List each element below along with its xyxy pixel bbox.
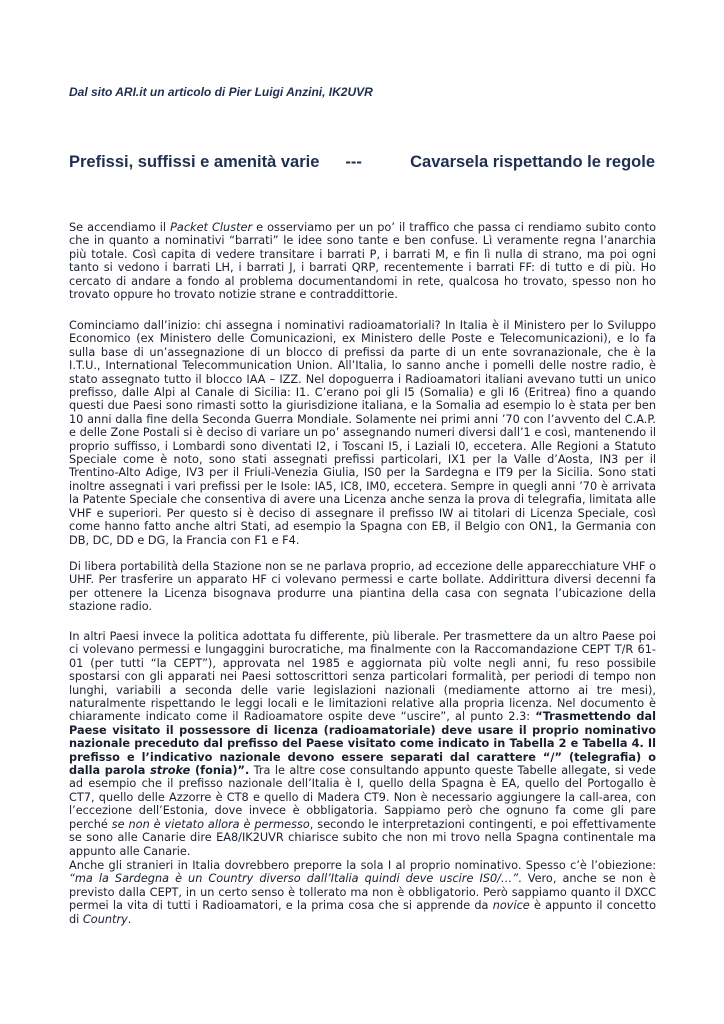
italic-term: Country <box>82 912 128 926</box>
italic-term: novice <box>492 899 530 913</box>
paragraph-4 <box>69 630 656 858</box>
text-run: . <box>127 912 132 926</box>
paragraph-3: Di libera portabilità della Stazione non se ne parlava proprio, ad eccezione delle apparecchiature VHF o UHF. Per trasferire un apparato HF ci volevano permessi e carte bollate. Addirittura diversi decenni fa per ottenere la Licenza bisognava produrre una piantina della casa con segnata l’ubicazione della stazione radio. <box>69 560 656 614</box>
text-run: è appunto il concetto di <box>69 899 656 926</box>
title-separator: --- <box>345 153 362 171</box>
title-right: Cavarsela rispettando le regole <box>410 153 655 171</box>
text-run: . Vero, anche se non è previsto dalla CEPT, in un certo senso è tollerato ma non è obbligatorio. Però sappiamo quanto il DXCC permei la vita di tutti i Radioamatori, e la prima cosa che si apprende da <box>69 872 656 913</box>
title-left: Prefissi, suffissi e amenità varie <box>69 153 320 171</box>
bold-quote-end: (fonia)”. <box>190 764 250 778</box>
italic-quote: “ma la Sardegna è un Country diverso dall’Italia quindi deve uscire IS0/…” <box>69 872 519 886</box>
text-run: In altri Paesi invece la politica adottata fu differente, più liberale. Per trasmettere da un altro Paese poi ci volevano permessi e lungaggini burocratiche, ma finalmente con la Raccomandazione CEPT T/R 61-01 (per tutti “la CEPT”), approvata nel 1985 e aggiornata più volte negli anni, fu reso possibile spostarsi con gli apparati nei Paesi sottoscrittori senza particolari formalità, per periodi di tempo non lunghi, variabili a seconda delle varie legislazioni nazionali (mediamente attorno ai tre mesi), naturalmente rispettando le leggi locali e le limitazioni relative alla propria licenza. Nel documento è chiaramente indicato come il Radioamatore ospite deve “uscire”, al punto 2.3: <box>69 630 656 724</box>
text-run: , secondo le interpretazioni contingenti, e poi effettivamente se sono alle Canarie dire EA8/IK2UVR chiarisce subito che non mi trovo nella Spagna continentale ma appunto alle Canarie. <box>69 817 656 858</box>
paragraph-2: Cominciamo dall’inizio: chi assegna i nominativi radioamatoriali? In Italia è il Ministero per lo Sviluppo Economico (ex Ministero delle Comunicazioni, ex Ministero delle Poste e Telecomunicazioni), e lo fa sulla base di un’assegnazione di un blocco di prefissi da parte di un ente sovranazionale, che è la I.T.U., International Telecommunication Union. All’Italia, lo sanno anche i pomelli delle nostre radio, è stato assegnato tutto il blocco IAA – IZZ. Nel dopoguerra i Radioamatori italiani avevano tutti un unico prefisso, dalle Alpi al Canale di Sicilia: I1. C’erano poi gli I5 (Somalia) e gli I6 (Eritrea) fino a quando questi due Paesi sono rimasti sotto la giurisdizione italiana, e la Somalia ad esempio lo è stata per ben 10 anni dalla fine della Seconda Guerra Mondiale. Solamente nei primi anni ’70 con l’avvento del C.A.P. e delle Zone Postali si è deciso di variare un po’ assegnando numeri diversi dall’1 e così, mantenendo il proprio suffisso, i Lombardi sono diventati I2, i Toscani I5, i Laziali I0, eccetera. Alle Regioni a Statuto Speciale come è noto, sono stati assegnati prefissi particolari, IX1 per la Valle d’Aosta, IN3 per il Trentino-Alto Adige, IV3 per il Friuli-Venezia Giulia, IS0 per la Sardegna e IT9 per la Sicilia. Sono stati inoltre assegnati i vari prefissi per le Isole: IA5, IC8, IM0, eccetera. Sempre in quegli anni ’70 è arrivata la Patente Speciale che consentiva di avere una Licenza anche senza la prova di telegrafia, limitata alle VHF e superiori. Per questo si è deciso di assegnare il prefisso IW ai titolari di Licenza Speciale, così come hanno fatto anche altri Stati, ad esempio la Spagna con EB, il Belgio con ON1, la Germania con DB, DC, DD e DG, la Francia con F1 e F4. <box>69 319 656 547</box>
bold-quote: “Trasmettendo dal Paese visitato il possessore di licenza (radioamatoriale) deve usare il proprio nominativo nazionale preceduto dal prefisso del Paese visitato come indicato in Tabella 2 e Tabella 4. Il prefisso e l’indicativo nazionale devono essere separati dal carattere “/” (telegrafia) o dalla parola <box>69 710 656 778</box>
article-title <box>69 153 655 172</box>
paragraph-5 <box>69 859 656 926</box>
bold-italic-term: stroke <box>150 764 191 778</box>
text-run: e osserviamo per un po’ il traffico che passa ci rendiamo subito conto che in quanto a nominativi “barrati” le idee sono tante e ben confuse. Lì veramente regna l’anarchia più totale. Così capita di vedere transitare i barrati P, i barrati M, e fin lì nulla di strano, ma poi ogni tanto si vedono i barrati LH, i barrati J, i barrati QRP, recentemente i barrati FF: di tutto e di più. Ho cercato di andare a fondo al problema documentandomi in rete, qualcosa ho trovato, spesso non ho trovato oppure ho trovato notizie strane e contraddittorie. <box>69 221 656 302</box>
text-run: Tra le altre cose consultando appunto queste Tabelle allegate, si vede ad esempio che il prefisso nazionale dell’Italia è I, quello della Spagna è EA, quello del Portogallo è CT7, quello delle Azzorre è CT8 e quello di Madera CT9. Non è necessario aggiungere la call-area, con l’eccezione dell’Estonia, dove invece è obbligatoria. Sappiamo però che ognuno fa come gli pare perché <box>69 764 656 831</box>
paragraph-1 <box>69 221 656 301</box>
text-run: Anche gli stranieri in Italia dovrebbero preporre la sola I al proprio nominativo. Spesso c’è l’obiezione: <box>69 859 656 872</box>
text-run: Se accendiamo il <box>69 221 171 234</box>
italic-phrase: se non è vietato allora è permesso <box>111 817 310 831</box>
source-line: Dal sito ARI.it un articolo di Pier Luigi Anzini, IK2UVR <box>69 85 373 99</box>
italic-term: Packet Cluster <box>170 221 253 234</box>
